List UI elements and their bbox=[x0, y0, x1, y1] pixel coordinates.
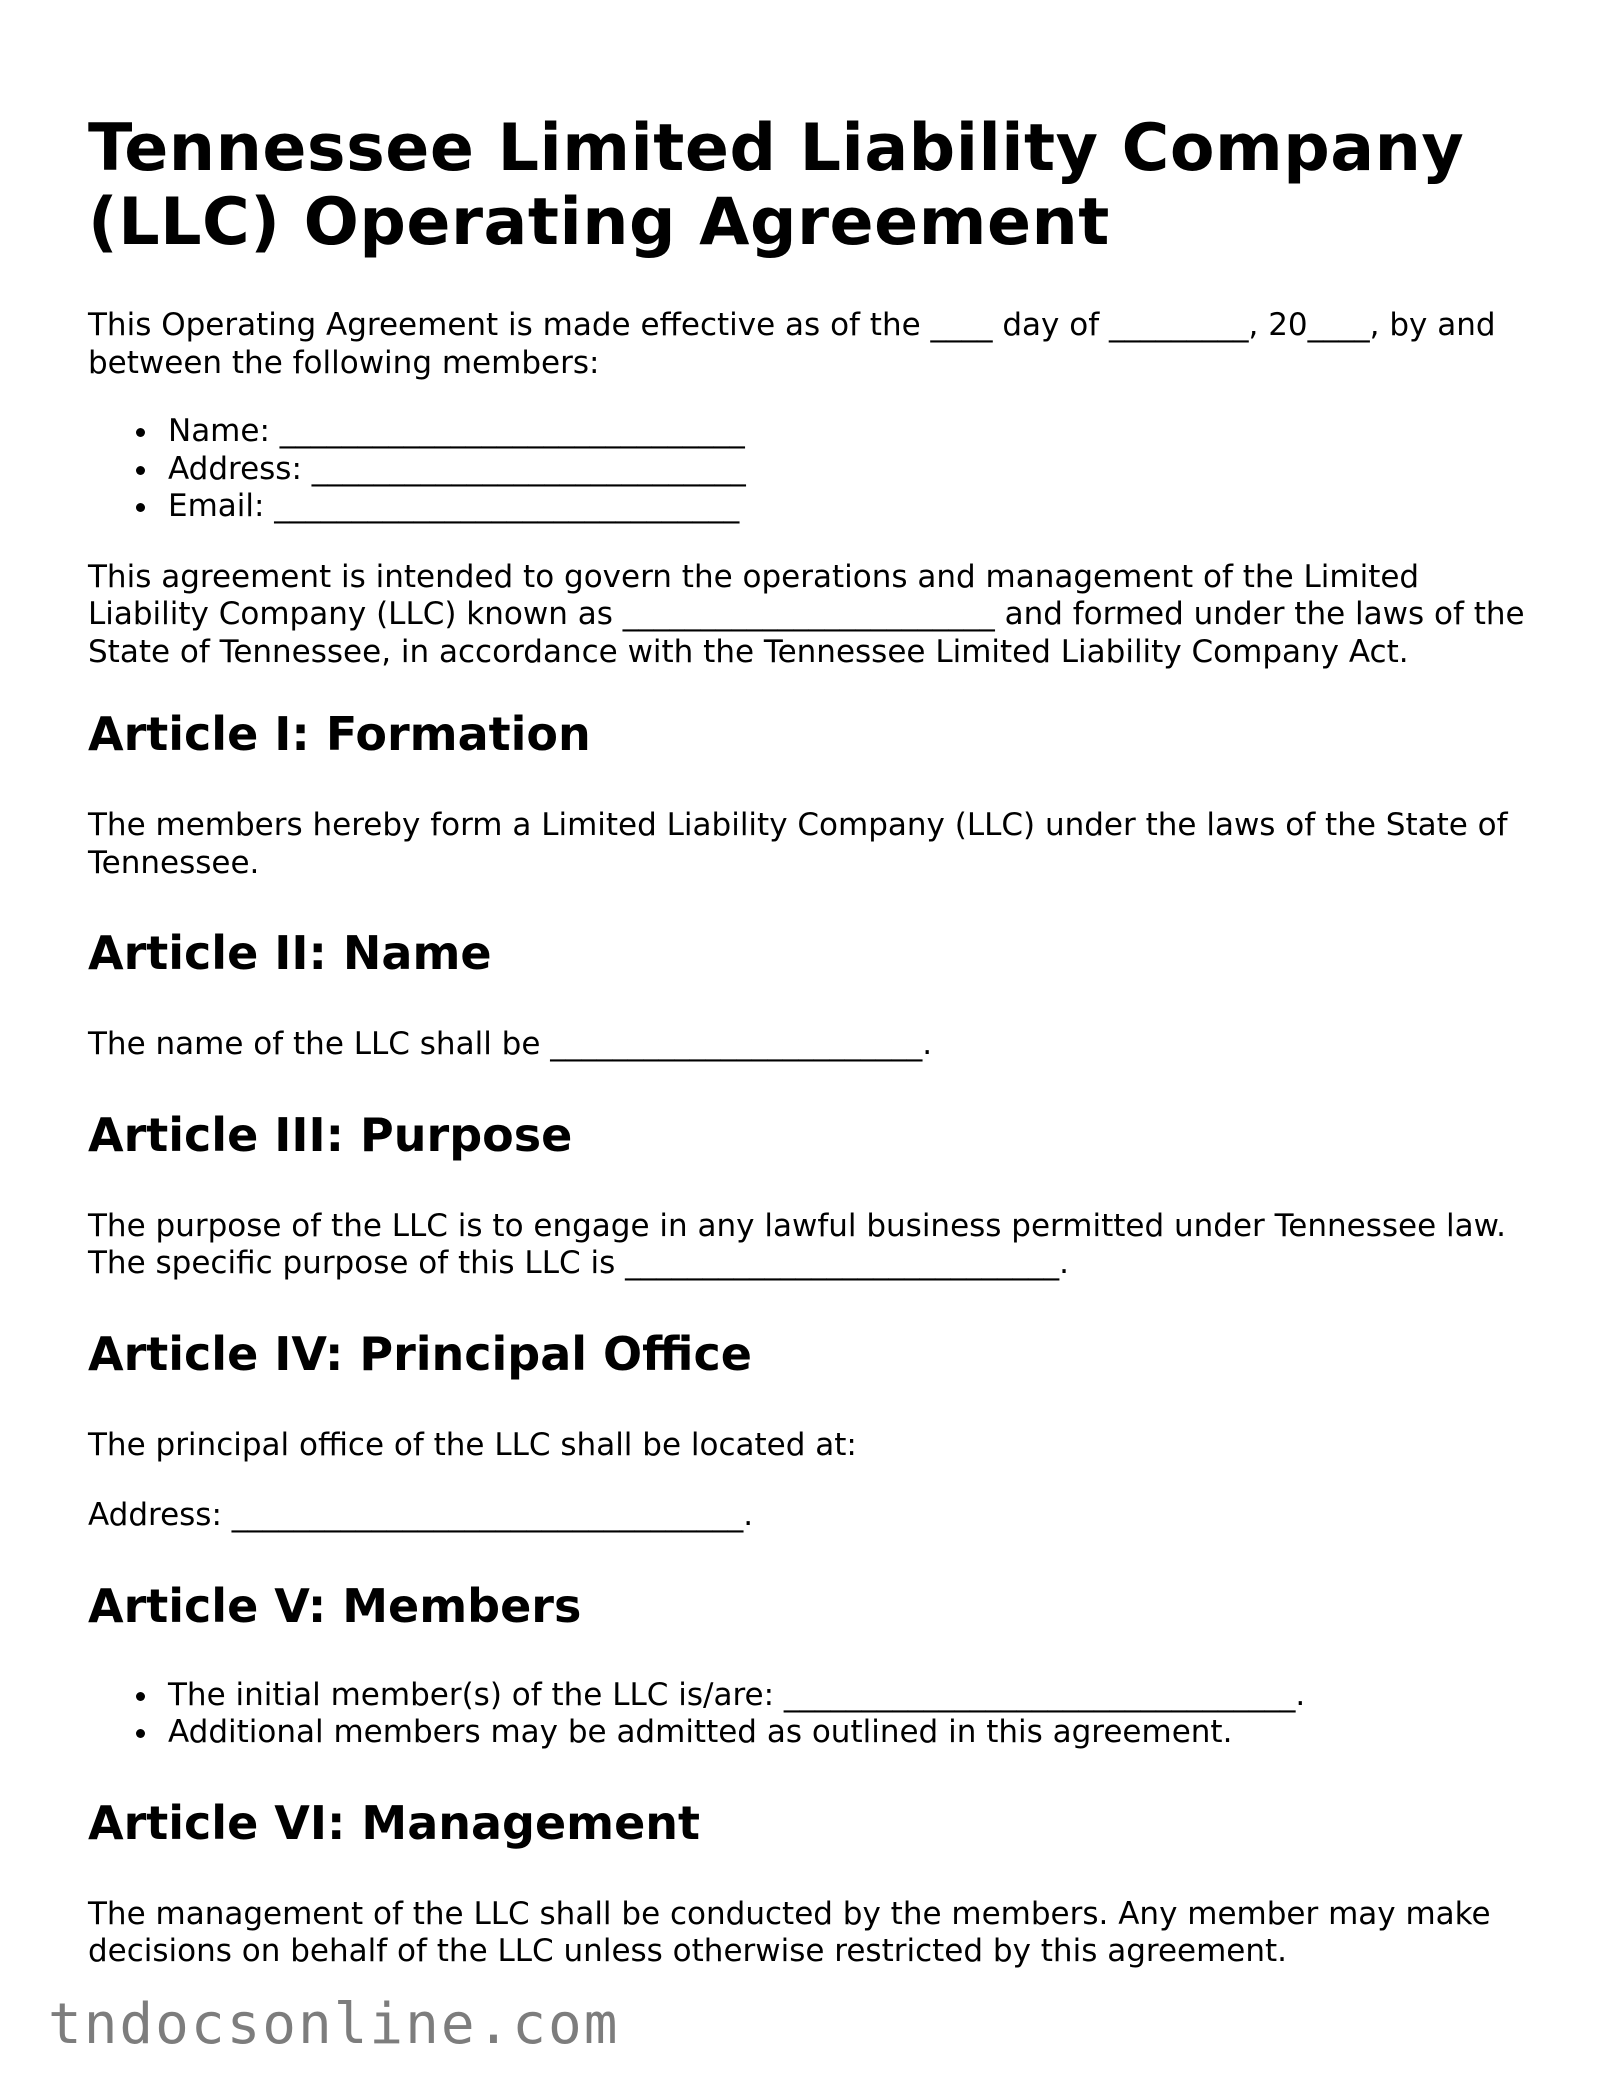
document-page bbox=[88, 0, 1538, 1971]
list-item: Additional members may be admitted as outlined in this agreement. bbox=[168, 1714, 1538, 1752]
article-1-heading: Article I: Formation bbox=[88, 707, 591, 761]
article-3-heading: Article III: Purpose bbox=[88, 1107, 573, 1162]
article-2-heading: Article II: Name bbox=[88, 926, 492, 980]
intro-paragraph: This Operating Agreement is made effective as of the ____ day of _________, 20____, by and between the following members: bbox=[88, 307, 1496, 381]
article-3-text: The purpose of the LLC is to engage in any lawful business permitted under Tennessee law. The specific purpose of this LLC is ____________________________. bbox=[88, 1207, 1507, 1281]
member-fields-list bbox=[88, 413, 1538, 526]
article-5-list bbox=[88, 1677, 1538, 1752]
article-4-text: The principal office of the LLC shall be located at: bbox=[88, 1426, 857, 1463]
article-2-text: The name of the LLC shall be ________________________. bbox=[88, 1026, 933, 1062]
article-4-heading: Article IV: Principal Office bbox=[88, 1326, 752, 1381]
article-4-address: Address: _________________________________. bbox=[88, 1497, 754, 1533]
article-6-text: The management of the LLC shall be conducted by the members. Any member may make decisions on behalf of the LLC unless otherwise restricted by this agreement. bbox=[88, 1895, 1491, 1969]
list-item: Address: ____________________________ bbox=[168, 451, 1538, 489]
list-item: The initial member(s) of the LLC is/are: _________________________________. bbox=[168, 1677, 1538, 1715]
list-item: Email: ______________________________ bbox=[168, 488, 1538, 526]
watermark: tndocsonline.com bbox=[48, 1992, 620, 2057]
article-1-text: The members hereby form a Limited Liability Company (LLC) under the laws of the State of Tennessee. bbox=[88, 807, 1508, 881]
article-6-heading: Article VI: Management bbox=[88, 1795, 701, 1850]
purpose-statement: This agreement is intended to govern the operations and management of the Limited Liability Company (LLC) known as ________________________ and formed under the laws of the State of Tennessee, in accordance with the Tennessee Limited Liability Company Act. bbox=[88, 558, 1525, 670]
article-5-heading: Article V: Members bbox=[88, 1578, 582, 1633]
document-title: Tennessee Limited Liability Company (LLC) Operating Agreement bbox=[88, 111, 1465, 260]
list-item: Name: ______________________________ bbox=[168, 413, 1538, 451]
